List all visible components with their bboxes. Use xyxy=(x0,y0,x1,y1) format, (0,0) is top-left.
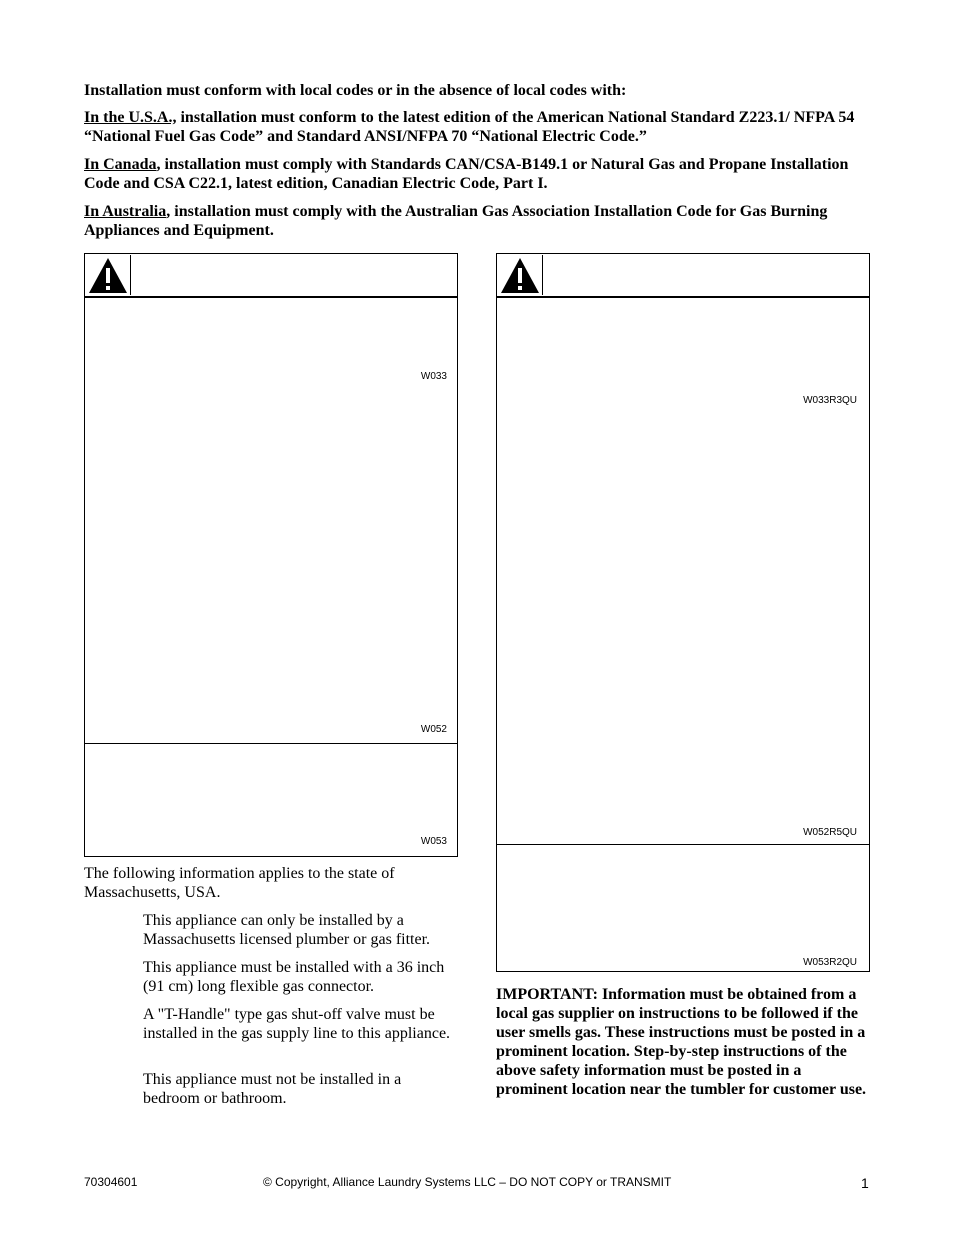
left-warning-header xyxy=(85,254,457,298)
massachusetts-intro: The following information applies to the state of Massachusetts, USA. xyxy=(84,865,395,901)
intro-heading: Installation must conform with local codes or in the absence of local codes with: xyxy=(84,82,627,99)
australia-paragraph xyxy=(84,202,874,240)
copyright-notice: © Copyright, Alliance Laundry Systems LLC – DO NOT COPY or TRANSMIT xyxy=(263,1175,672,1189)
right-warning-header xyxy=(497,254,869,298)
right-warning-box xyxy=(496,253,870,972)
usa-text: installation must conform to the latest edition of the American National Standard Z223.1/ NFPA 54 “National Fuel Gas Code” and Standard ANSI/NFPA 70 “National Electric Code.” xyxy=(84,109,855,145)
canada-paragraph xyxy=(84,155,874,193)
usa-label: In the U.S.A., xyxy=(84,109,177,126)
massachusetts-item: This appliance must not be installed in a bedroom or bathroom. xyxy=(143,1071,402,1107)
page-number: 1 xyxy=(861,1175,869,1191)
australia-label: In Australia xyxy=(84,203,167,220)
warning-triangle-icon xyxy=(498,255,543,295)
canada-label: In Canada xyxy=(84,156,157,173)
left-box-divider xyxy=(85,743,457,744)
warning-code-w053: W053 xyxy=(420,836,447,847)
warning-code-w052: W052 xyxy=(420,724,447,735)
important-notice: IMPORTANT: Information must be obtained from a local gas supplier on instructions to be followed if the user smells gas. These instructions must be posted in a prominent location. Step-by-step instructions of the above safety information must be posted in a prominent location near the tumbler for customer use. xyxy=(496,986,867,1098)
right-box-divider xyxy=(497,844,869,845)
usa-paragraph xyxy=(84,108,874,146)
warning-code-w033: W033 xyxy=(420,371,447,382)
australia-text: , installation must comply with the Australian Gas Association Installation Code for Gas Burning Appliances and Equipment. xyxy=(84,203,828,239)
warning-code-w033r3qu: W033R3QU xyxy=(803,395,857,406)
warning-triangle-icon xyxy=(86,255,131,295)
massachusetts-item: A "T-Handle" type gas shut-off valve must be installed in the gas supply line to this appliance. xyxy=(143,1006,451,1042)
document-number: 70304601 xyxy=(84,1175,138,1189)
massachusetts-item: This appliance can only be installed by a Massachusetts licensed plumber or gas fitter. xyxy=(143,912,431,948)
left-warning-box xyxy=(84,253,458,857)
massachusetts-item: This appliance must be installed with a 36 inch (91 cm) long flexible gas connector. xyxy=(143,959,445,995)
warning-code-w053r2qu: W053R2QU xyxy=(803,957,857,968)
canada-text: , installation must comply with Standards CAN/CSA-B149.1 or Natural Gas and Propane Installation Code and CSA C22.1, latest edition, Canadian Electric Code, Part I. xyxy=(84,156,849,192)
warning-code-w052r5qu: W052R5QU xyxy=(803,827,857,838)
